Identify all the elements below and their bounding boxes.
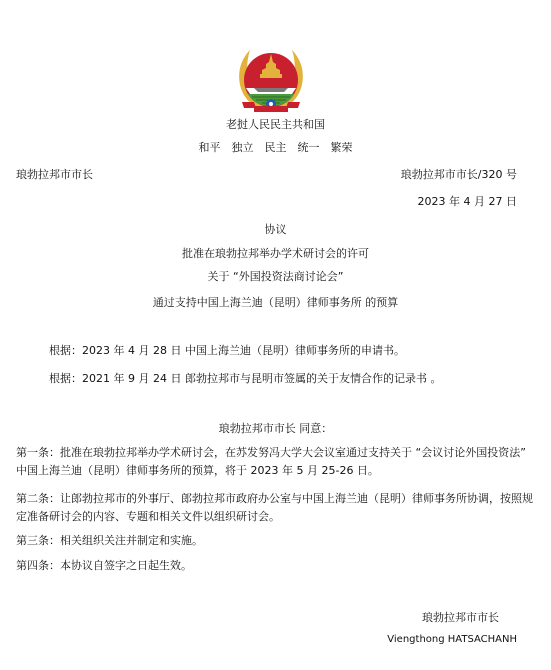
doc-title-line2: 批准在琅勃拉邦举办学术研讨会的许可	[182, 247, 369, 260]
document-number: 琅勃拉邦市市长/320 号	[400, 168, 517, 181]
article-4: 第四条：本协议自签字之日起生效。	[16, 559, 192, 572]
doc-title-line3: 关于 “外国投资法商讨论会”	[207, 270, 344, 283]
doc-title: 协议	[264, 223, 287, 236]
article-1: 第一条：批准在琅勃拉邦举办学术研讨会，在苏发努冯大学大会议室通过支持关于 “会议讨论外国投资法” 中国上海兰迪（昆明）律师事务所的预算，将于 2023 年 5 月 25-26 日。	[16, 446, 526, 477]
signature-name: Viengthong HATSACHANH	[387, 634, 517, 645]
article-3: 第三条：相关组织关注并制定和实施。	[16, 534, 203, 547]
agree-heading: 琅勃拉邦市市长 同意：	[218, 422, 333, 435]
document-date: 2023 年 4 月 27 日	[417, 195, 517, 208]
signature-title: 琅勃拉邦市市长	[422, 611, 499, 624]
country-name: 老挝人民民主共和国	[226, 118, 325, 131]
basis-item: 根据：2021 年 9 月 24 日 郎勃拉邦市与昆明市签属的关于友情合作的记录书 。	[49, 372, 442, 385]
basis-item: 根据：2023 年 4 月 28 日 中国上海兰迪（昆明）律师事务所的申请书。	[49, 344, 405, 357]
national-emblem-icon	[232, 42, 310, 116]
national-motto: 和平 独立 民主 统一 繁荣	[198, 141, 353, 154]
doc-title-line4: 通过支持中国上海兰迪（昆明）律师事务所 的预算	[152, 296, 399, 309]
issuer-left: 琅勃拉邦市市长	[16, 168, 93, 181]
article-2: 第二条：让郎勃拉邦市的外事厅、郎勃拉邦市政府办公室与中国上海兰迪（昆明）律师事务所协调，按照规定准备研讨会的内容、专题和相关文件以组织研讨会。	[16, 492, 533, 523]
